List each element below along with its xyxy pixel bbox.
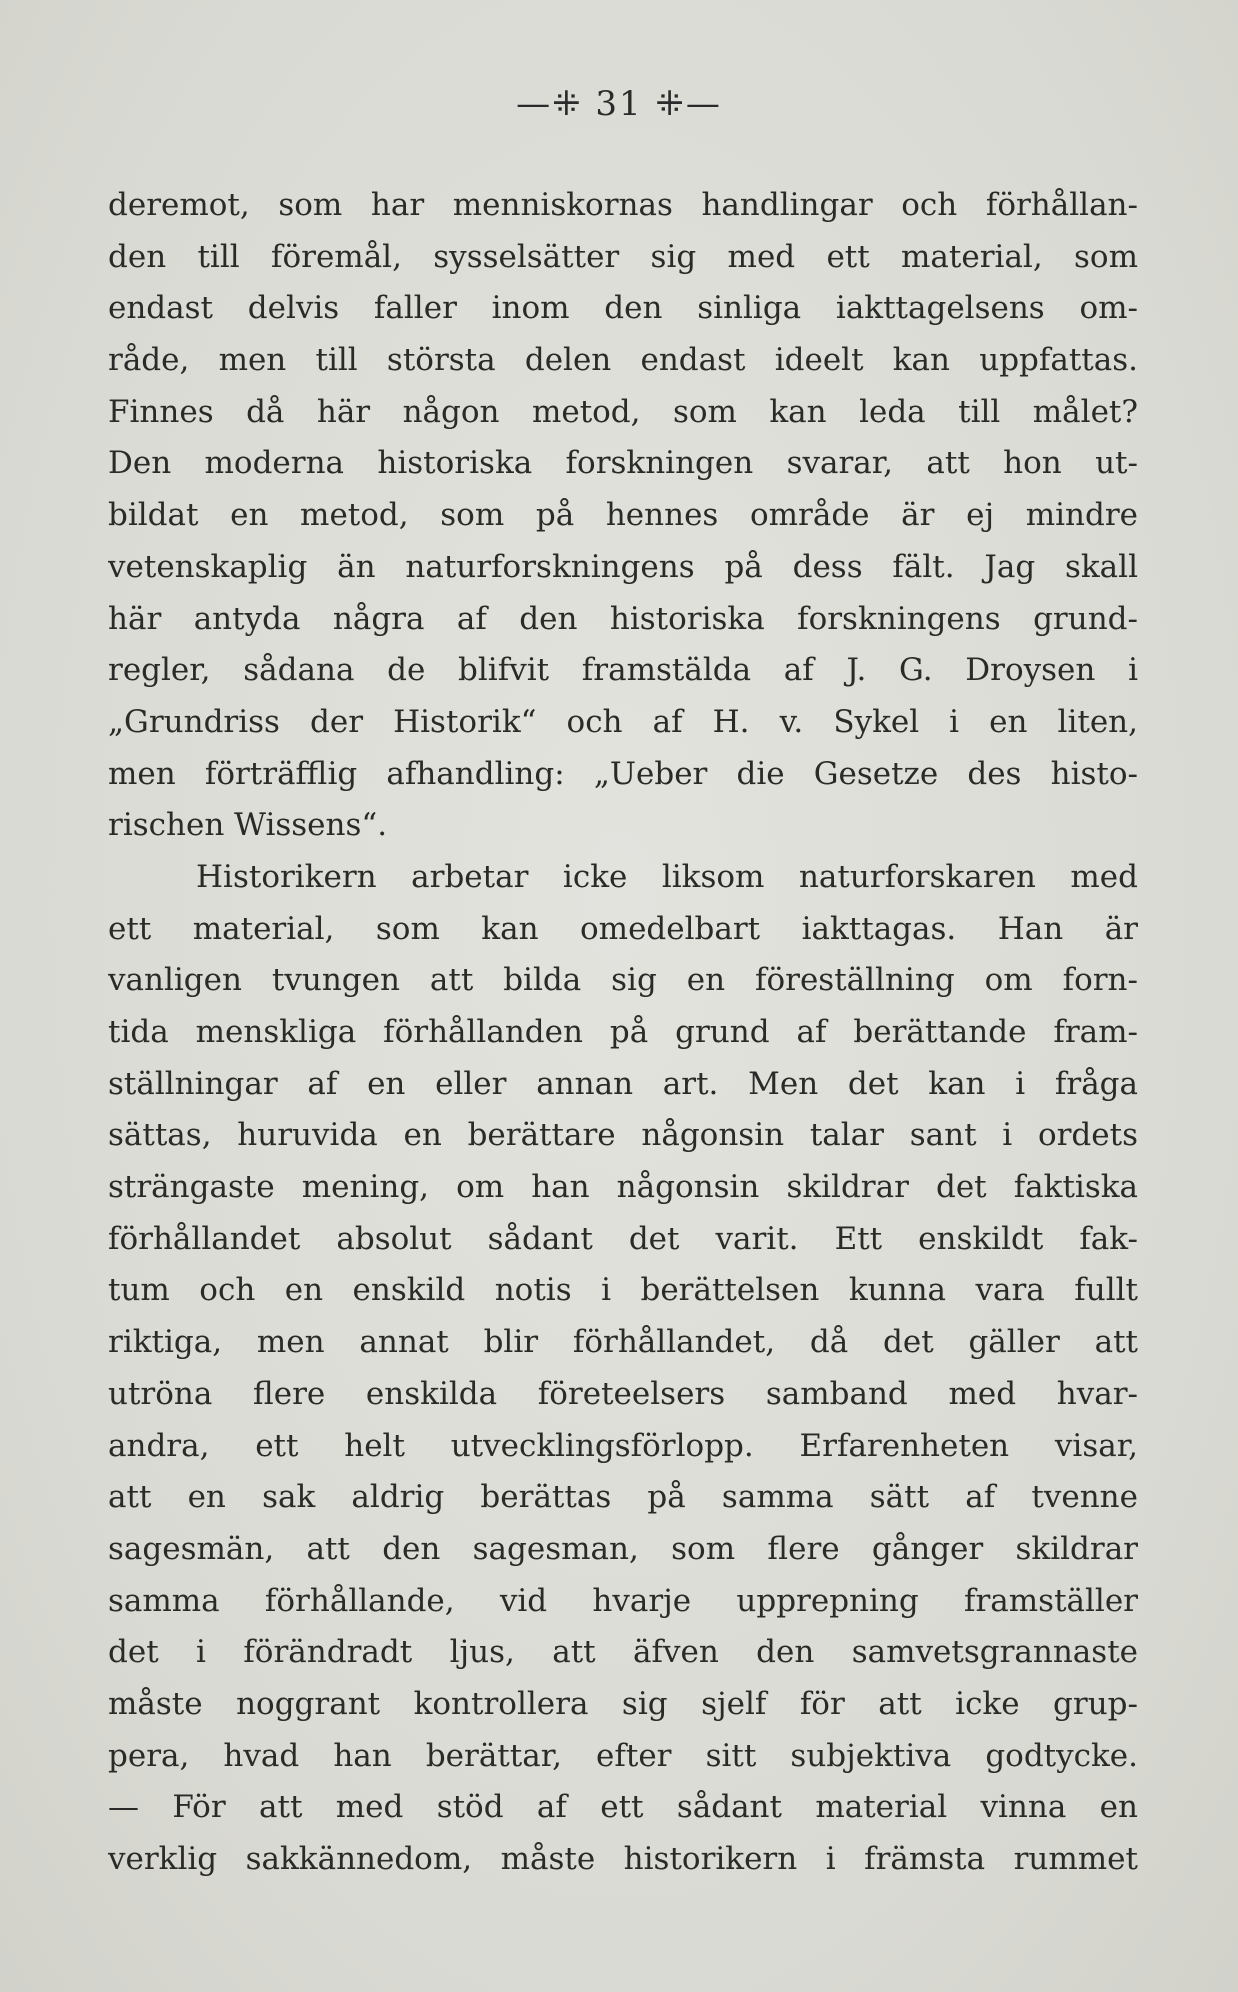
text-line: regler, sådana de blifvit framstälda af J. G. Droysen i bbox=[108, 652, 1138, 689]
text-line: tida menskliga förhållanden på grund af berättande fram- bbox=[108, 1014, 1138, 1050]
text-line: måste noggrant kontrollera sig sjelf för att icke grup- bbox=[108, 1685, 1138, 1722]
text-line: att en sak aldrig berättas på samma sätt af tvenne bbox=[108, 1479, 1138, 1516]
text-line-paragraph-start: Historikern arbetar icke liksom naturforskaren med bbox=[196, 858, 1138, 895]
text-line: det i förändradt ljus, att äfven den samvetsgrannaste bbox=[108, 1634, 1138, 1671]
text-line: sagesmän, att den sagesman, som flere gånger skildrar bbox=[108, 1530, 1138, 1567]
text-line: Finnes då här någon metod, som kan leda till målet? bbox=[108, 393, 1138, 430]
text-line: ställningar af en eller annan art. Men det kan i fråga bbox=[108, 1065, 1138, 1102]
body-text bbox=[108, 180, 1138, 1886]
text-line: Den moderna historiska forskningen svarar, att hon ut- bbox=[108, 445, 1138, 482]
text-line: men förträfflig afhandling: „Ueber die Gesetze des histo- bbox=[108, 755, 1138, 792]
text-line: riktiga, men annat blir förhållandet, då det gäller att bbox=[108, 1324, 1138, 1361]
text-line: strängaste mening, om han någonsin skildrar det faktiska bbox=[108, 1169, 1138, 1206]
text-line: här antyda några af den historiska forskningens grund- bbox=[108, 600, 1138, 637]
text-line: deremot, som har menniskornas handlingar och förhållan- bbox=[108, 187, 1138, 223]
text-line: råde, men till största delen endast ideelt kan uppfattas. bbox=[108, 342, 1138, 379]
text-line: — För att med stöd af ett sådant material vinna en bbox=[108, 1789, 1138, 1826]
text-line: vetenskaplig än naturforskningens på dess fält. Jag skall bbox=[108, 548, 1138, 585]
text-line: den till föremål, sysselsätter sig med ett material, som bbox=[108, 238, 1138, 275]
text-line: ett material, som kan omedelbart iakttagas. Han är bbox=[108, 910, 1138, 947]
text-line: tum och en enskild notis i berättelsen kunna vara fullt bbox=[108, 1272, 1138, 1309]
text-line: sättas, huruvida en berättare någonsin talar sant i ordets bbox=[108, 1117, 1138, 1154]
text-line: andra, ett helt utvecklingsförlopp. Erfarenheten visar, bbox=[108, 1427, 1138, 1464]
text-line: vanligen tvungen att bilda sig en föreställning om forn- bbox=[108, 962, 1138, 999]
page-number-header: —⁜ 31 ⁜— bbox=[516, 84, 722, 124]
text-line: utröna flere enskilda företeelsers samband med hvar- bbox=[108, 1375, 1138, 1412]
text-line: samma förhållande, vid hvarje upprepning framställer bbox=[108, 1582, 1138, 1619]
text-line: pera, hvad han berättar, efter sitt subjektiva godtycke. bbox=[108, 1737, 1138, 1774]
text-line: bildat en metod, som på hennes område är ej mindre bbox=[108, 497, 1138, 534]
text-line: verklig sakkännedom, måste historikern i främsta rummet bbox=[108, 1841, 1138, 1877]
text-line: „Grundriss der Historik“ och af H. v. Sykel i en liten, bbox=[108, 703, 1138, 740]
text-line: endast delvis faller inom den sinliga iakttagelsens om- bbox=[108, 290, 1138, 327]
text-line: förhållandet absolut sådant det varit. Ett enskildt fak- bbox=[108, 1220, 1138, 1257]
text-line-paragraph-end: rischen Wissens“. bbox=[108, 807, 388, 844]
